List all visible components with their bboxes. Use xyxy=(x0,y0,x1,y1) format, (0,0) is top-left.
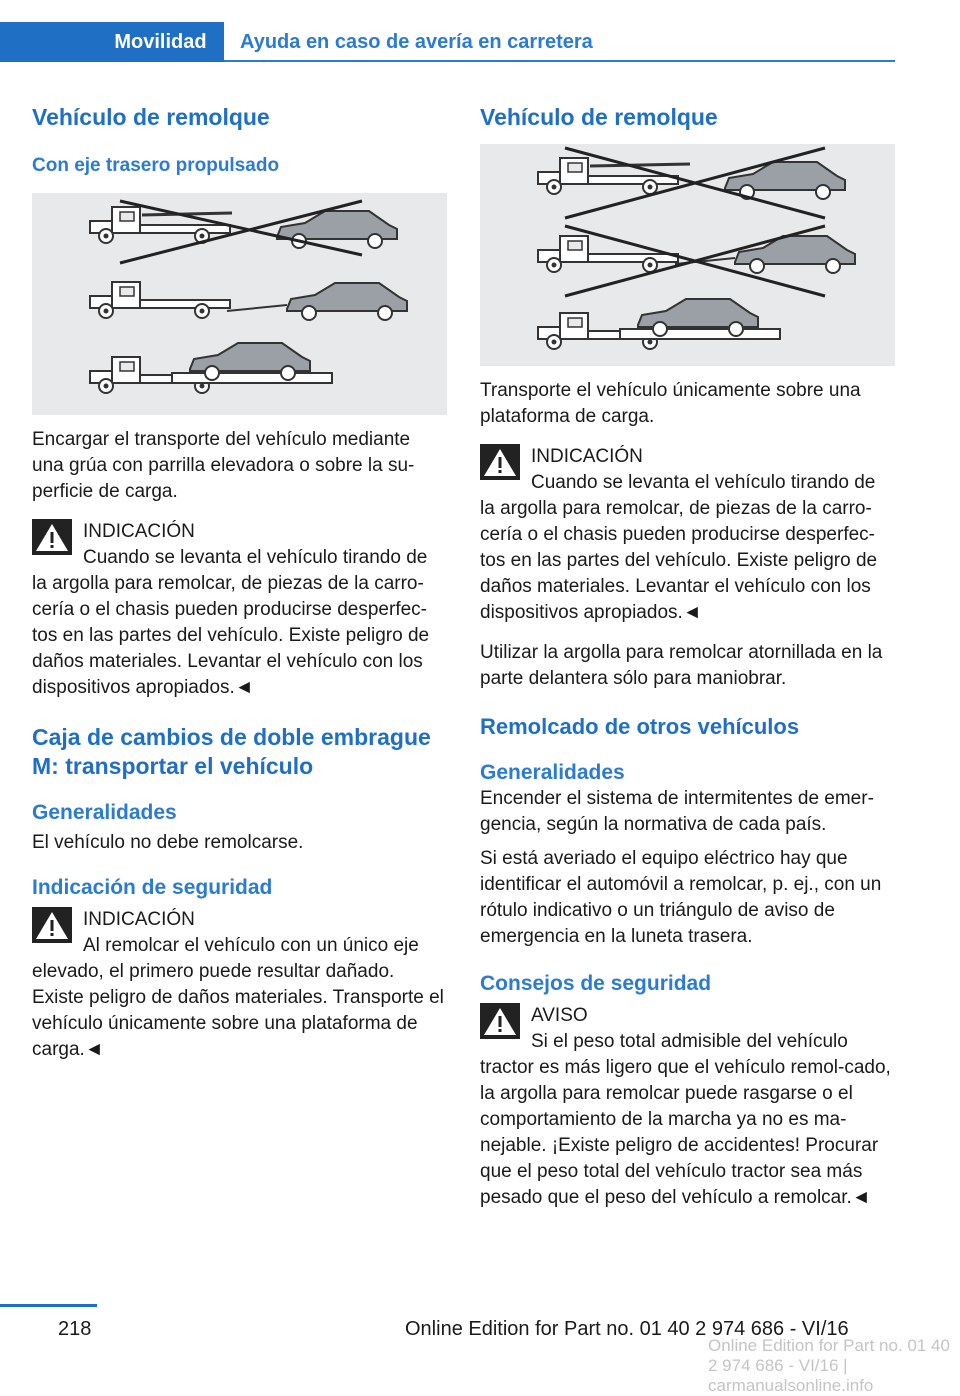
towing-illustration-figure xyxy=(480,144,895,366)
subheading-safety-note: Indicación de seguridad xyxy=(32,876,273,899)
footer-rule xyxy=(0,1304,97,1307)
warning-block xyxy=(480,1003,895,1211)
page-header xyxy=(0,22,895,62)
warning-title: AVISO xyxy=(531,1005,588,1026)
towing-illustration xyxy=(32,193,447,415)
warning-text: elevado, el primero puede resultar dañado. Existe peligro de daños materiales. Transporte el vehículo únicamente sobre una plataforma de carga.◄ xyxy=(32,961,444,1060)
warning-triangle-icon xyxy=(32,907,72,943)
header-accent-bar xyxy=(0,22,97,62)
towing-illustration-figure xyxy=(32,193,447,415)
header-chapter-tab[interactable]: Movilidad xyxy=(97,22,224,62)
towing-illustration xyxy=(480,144,895,366)
warning-title: INDICACIÓN xyxy=(531,446,643,467)
section-heading-towing: Vehículo de remolque xyxy=(480,104,718,130)
left-column xyxy=(32,95,447,1063)
warning-text-first-line: Si el peso total admisible del vehículo xyxy=(531,1031,848,1052)
page-number: 218 xyxy=(58,1318,92,1340)
subheading-rear-axle: Con eje trasero propulsado xyxy=(32,155,280,176)
right-column xyxy=(480,95,895,1211)
subheading-general: Generalidades xyxy=(480,761,625,784)
section-heading-towing: Vehículo de remolque xyxy=(32,104,270,130)
header-breadcrumb[interactable]: Ayuda en caso de avería en carretera xyxy=(240,31,593,53)
warning-triangle-icon xyxy=(32,519,72,555)
section-heading-dual-clutch: Caja de cambios de doble embrague M: transportar el vehículo xyxy=(32,724,431,779)
section-heading-towing-others: Remolcado de otros vehículos xyxy=(480,714,800,739)
watermark: Online Edition for Part no. 01 40 2 974 686 - VI/16 | carmanualsonline.info xyxy=(708,1336,950,1395)
paragraph-platform-transport: Transporte el vehículo únicamente sobre una plataforma de carga. xyxy=(480,380,861,427)
warning-block xyxy=(32,519,447,701)
warning-title: INDICACIÓN xyxy=(83,909,195,930)
warning-text: la argolla para remolcar, de piezas de la carro‐cería o el chasis pueden producirse desperfec‐tos en las partes del vehículo. Existe peligro de daños materiales. Levantar el vehículo con los dispositivos apropiados.◄ xyxy=(480,498,878,623)
warning-text: la argolla para remolcar, de piezas de la carro‐cería o el chasis pueden producirse desperfec‐tos en las partes del vehículo. Existe peligro de daños materiales. Levantar el vehículo con los dispositivos apropiados.◄ xyxy=(32,573,430,698)
warning-text-first-line: Al remolcar el vehículo con un único eje xyxy=(83,935,419,956)
edition-label: Online Edition for Part no. 01 40 2 974 686 - VI/16 xyxy=(405,1318,849,1340)
warning-triangle-icon xyxy=(480,444,520,480)
paragraph-no-towing: El vehículo no debe remolcarse. xyxy=(32,832,304,853)
warning-triangle-icon xyxy=(480,1003,520,1039)
warning-text-first-line: Cuando se levanta el vehículo tirando de xyxy=(531,472,876,493)
warning-title: INDICACIÓN xyxy=(83,521,195,542)
paragraph-electrical-failure: Si está averiado el equipo eléctrico hay que identificar el automóvil a remolcar, p. ej., con un rótulo indicativo o un triángulo de aviso de emergencia en la luneta trasera. xyxy=(480,848,882,947)
subheading-general: Generalidades xyxy=(32,801,177,824)
warning-block xyxy=(32,907,447,1063)
paragraph-transport-instructions: Encargar el transporte del vehículo mediante una grúa con parrilla elevadora o sobre la su‐perficie de carga. xyxy=(32,429,415,502)
warning-text: tractor es más ligero que el vehículo remol‐cado, la argolla para remolcar puede rasgarse o el comportamiento de la marcha ya no es ma‐nejable. ¡Existe peligro de accidentes! Procurar que el peso total del vehículo tractor sea más pesado que el peso del vehículo a remolcar.◄ xyxy=(480,1057,891,1208)
warning-text-first-line: Cuando se levanta el vehículo tirando de xyxy=(83,547,428,568)
subheading-safety-tips: Consejos de seguridad xyxy=(480,972,712,995)
warning-block xyxy=(480,444,895,626)
header-rule xyxy=(224,60,895,62)
paragraph-towing-eye: Utilizar la argolla para remolcar atornillada en la parte delantera sólo para maniobrar. xyxy=(480,642,883,689)
paragraph-hazard-lights: Encender el sistema de intermitentes de emer‐gencia, según la normativa de cada país. xyxy=(480,788,874,835)
